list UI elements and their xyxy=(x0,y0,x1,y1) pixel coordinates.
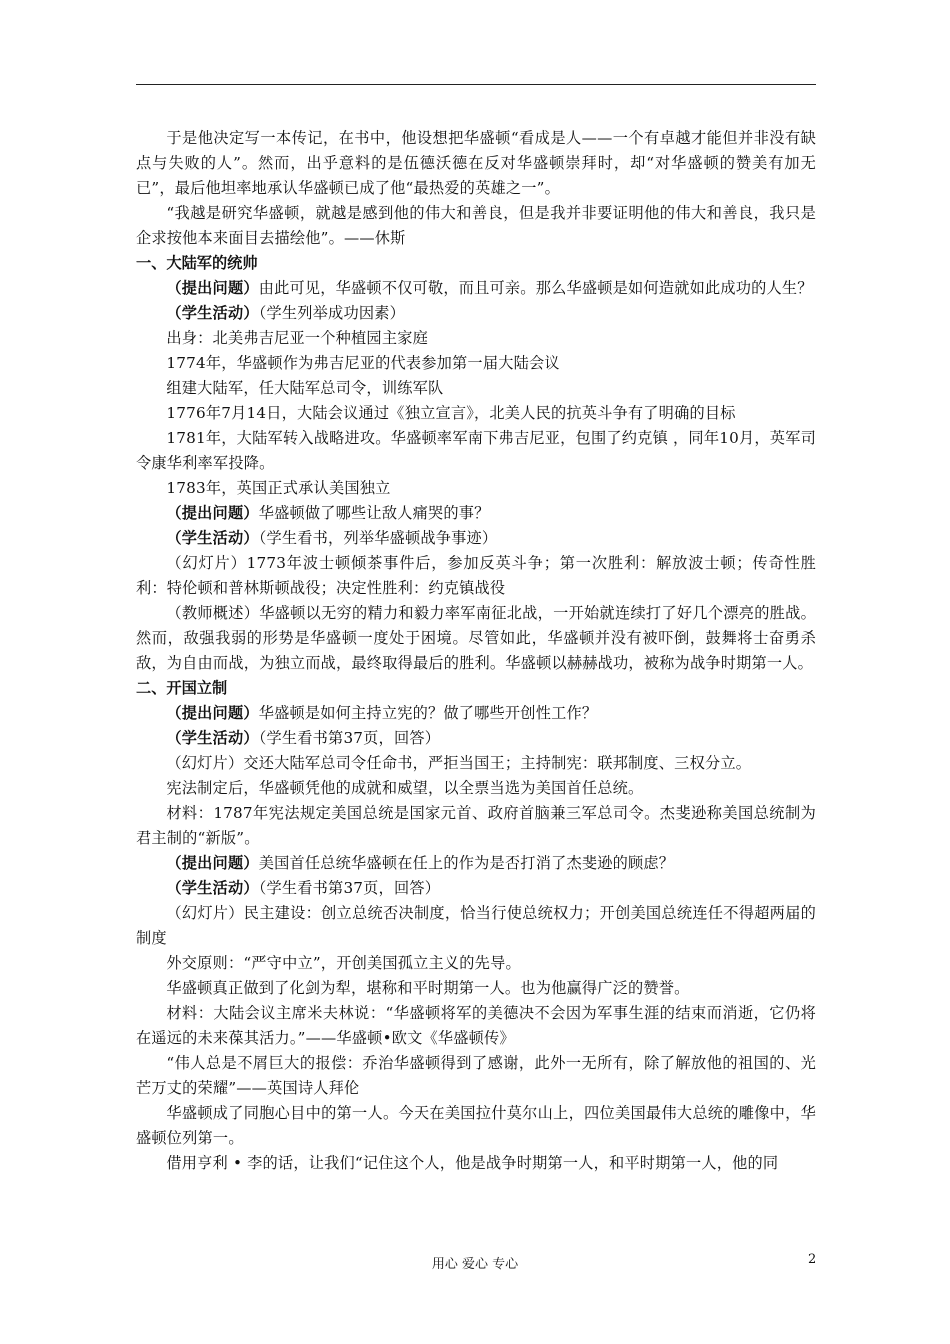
header-rule xyxy=(136,84,816,85)
paragraph-text: 宪法制定后，华盛顿凭他的成就和威望，以全票当选为美国首任总统。 xyxy=(166,779,644,797)
body-paragraph xyxy=(136,351,816,376)
document-body xyxy=(136,126,816,1176)
body-paragraph xyxy=(136,701,816,726)
paragraph-text: （教师概述）华盛顿以无穷的精力和毅力率军南征北战，一开始就连续打了好几个漂亮的胜战。然而，敌强我弱的形势是华盛顿一度处于困境。尽管如此，华盛顿并没有被吓倒，鼓舞将士奋勇杀敌，为自由而战，为独立而战，最终取得最后的胜利。华盛顿以赫赫战功，被称为战争时期第一人。 xyxy=(136,604,816,672)
paragraph-text: （学生列举成功因素） xyxy=(258,304,405,322)
paragraph-text: （学生看书第37页，回答） xyxy=(258,729,441,747)
paragraph-text: 组建大陆军，任大陆军总司令，训练军队 xyxy=(166,379,444,397)
paragraph-text: （幻灯片）民主建设：创立总统否决制度，恰当行使总统权力；开创美国总统连任不得超两届的制度 xyxy=(136,904,816,947)
paragraph-text: （幻灯片）1773年波士顿倾茶事件后，参加反英斗争；第一次胜利：解放波士顿；传奇性胜利：特伦顿和普林斯顿战役；决定性胜利：约克镇战役 xyxy=(136,554,816,597)
body-paragraph xyxy=(136,1001,816,1051)
paragraph-text: 出身：北美弗吉尼亚一个种植园主家庭 xyxy=(166,329,428,347)
paragraph-text: “伟人总是不屑巨大的报偿：乔治华盛顿得到了感谢，此外一无所有，除了解放他的祖国的、光芒万丈的荣耀”——英国诗人拜伦 xyxy=(136,1054,816,1097)
paragraph-text: 1781年，大陆军转入战略进攻。华盛顿率军南下弗吉尼亚，包围了约克镇 ，同年10月，英军司令康华利率军投降。 xyxy=(136,429,816,472)
paragraph-text: （幻灯片）交还大陆军总司令任命书，严拒当国王；主持制宪：联邦制度、三权分立。 xyxy=(166,754,752,772)
paragraph-text: 华盛顿成了同胞心目中的第一人。今天在美国拉什莫尔山上，四位美国最伟大总统的雕像中，华盛顿位列第一。 xyxy=(136,1104,816,1147)
body-paragraph xyxy=(136,501,816,526)
paragraph-text: 材料：1787年宪法规定美国总统是国家元首、政府首脑兼三军总司令。杰斐逊称美国总统制为君主制的“新版”。 xyxy=(136,804,816,847)
paragraph-text: （学生看书第37页，回答） xyxy=(258,879,441,897)
paragraph-tag: （提出问题） xyxy=(166,504,259,522)
body-paragraph xyxy=(136,376,816,401)
section-heading: 一、大陆军的统帅 xyxy=(136,254,258,272)
body-paragraph xyxy=(136,551,816,601)
body-paragraph xyxy=(136,401,816,426)
body-paragraph xyxy=(136,1151,816,1176)
paragraph-text: 1774年，华盛顿作为弗吉尼亚的代表参加第一届大陆会议 xyxy=(166,354,560,372)
paragraph-text: 华盛顿真正做到了化剑为犁，堪称和平时期第一人。也为他赢得广泛的赞誉。 xyxy=(166,979,690,997)
paragraph-text: 由此可见，华盛顿不仅可敬，而且可亲。那么华盛顿是如何造就如此成功的人生？ xyxy=(258,279,813,297)
body-paragraph xyxy=(136,901,816,951)
paragraph-text: 华盛顿是如何主持立宪的？做了哪些开创性工作？ xyxy=(258,704,598,722)
body-paragraph xyxy=(136,951,816,976)
paragraph-text: （学生看书，列举华盛顿战争事迹） xyxy=(258,529,498,547)
paragraph-text: “我越是研究华盛顿，就越是感到他的伟大和善良，但是我并非要证明他的伟大和善良，我只是企求按他本来面目去描绘他”。——休斯 xyxy=(136,204,816,247)
body-paragraph xyxy=(136,476,816,501)
body-paragraph xyxy=(136,801,816,851)
body-paragraph xyxy=(136,976,816,1001)
paragraph-tag: （学生活动） xyxy=(166,304,259,322)
body-paragraph xyxy=(136,776,816,801)
paragraph-tag: （提出问题） xyxy=(166,279,259,297)
page-number: 2 xyxy=(808,1252,817,1267)
paragraph-text: 1783年，英国正式承认美国独立 xyxy=(166,479,391,497)
page-footer: 用心 爱心 专心 xyxy=(431,1257,519,1272)
paragraph-tag: （提出问题） xyxy=(166,854,259,872)
body-paragraph xyxy=(136,201,816,251)
paragraph-tag: （学生活动） xyxy=(166,529,259,547)
body-paragraph xyxy=(136,726,816,751)
paragraph-tag: （学生活动） xyxy=(166,729,259,747)
body-paragraph xyxy=(136,751,816,776)
body-paragraph xyxy=(136,1051,816,1101)
paragraph-tag: （提出问题） xyxy=(166,704,259,722)
paragraph-text: 华盛顿做了哪些让敌人痛哭的事？ xyxy=(258,504,490,522)
body-paragraph xyxy=(136,126,816,201)
paragraph-text: 于是他决定写一本传记，在书中，他设想把华盛顿“看成是人——一个有卓越才能但并非没有缺点与失败的人”。然而，出乎意料的是伍德沃德在反对华盛顿崇拜时，却“对华盛顿的赞美有加无已”，最后他坦率地承认华盛顿已成了他“最热爱的英雄之一”。 xyxy=(136,129,816,197)
body-paragraph xyxy=(136,301,816,326)
body-paragraph xyxy=(136,426,816,476)
paragraph-text: 借用亨利 • 李的话，让我们“记住这个人，他是战争时期第一人，和平时期第一人，他的同 xyxy=(166,1154,779,1172)
body-paragraph xyxy=(136,876,816,901)
body-paragraph xyxy=(136,601,816,676)
body-paragraph xyxy=(136,526,816,551)
paragraph-text: 美国首任总统华盛顿在任上的作为是否打消了杰斐逊的顾虑？ xyxy=(258,854,675,872)
body-paragraph xyxy=(136,326,816,351)
paragraph-text: 外交原则：“严守中立”，开创美国孤立主义的先导。 xyxy=(166,954,521,972)
paragraph-text: 材料：大陆会议主席米夫林说：“华盛顿将军的美德决不会因为军事生涯的结束而消逝，它仍将在遥远的未来葆其活力。”——华盛顿•欧文《华盛顿传》 xyxy=(136,1004,816,1047)
paragraph-tag: （学生活动） xyxy=(166,879,259,897)
body-paragraph xyxy=(136,276,816,301)
body-paragraph xyxy=(136,851,816,876)
body-paragraph xyxy=(136,1101,816,1151)
paragraph-text: 1776年7月14日，大陆会议通过《独立宣言》，北美人民的抗英斗争有了明确的目标 xyxy=(166,404,736,422)
section-heading: 二、开国立制 xyxy=(136,679,228,697)
